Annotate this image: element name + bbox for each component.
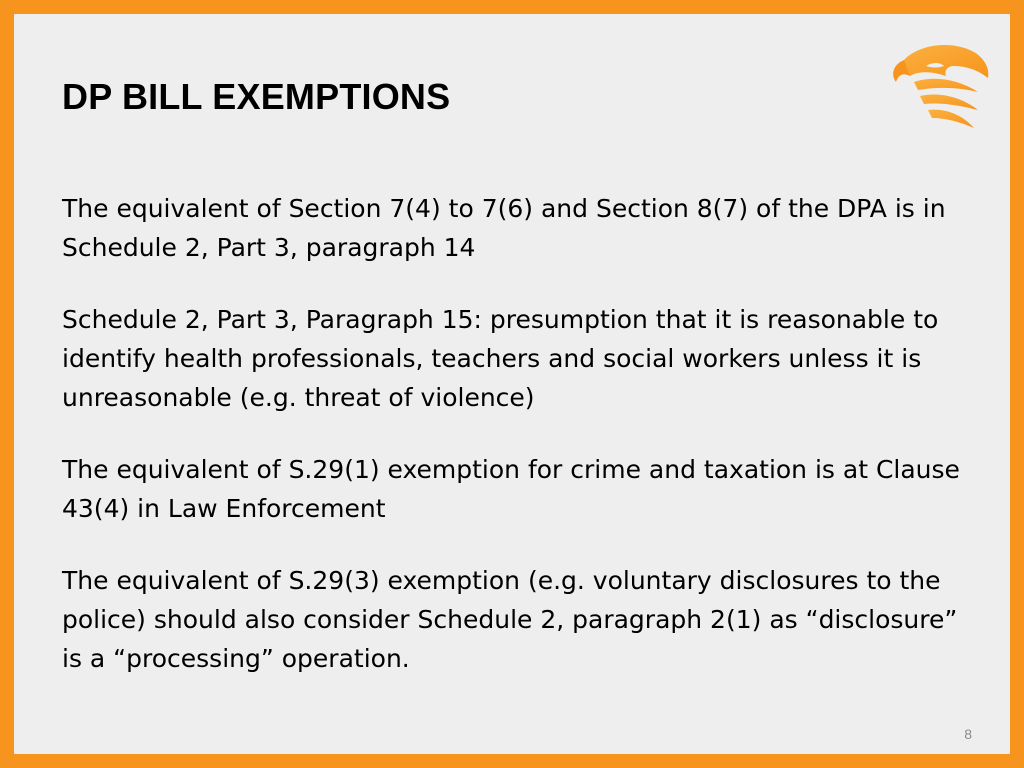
slide: [14, 14, 1010, 754]
page-number: 8: [964, 726, 972, 742]
bullet-paragraph-1: The equivalent of Section 7(4) to 7(6) and Section 8(7) of the DPA is in Schedule 2, Part 3, paragraph 14: [62, 194, 946, 262]
bullet-paragraph-2: Schedule 2, Part 3, Paragraph 15: presumption that it is reasonable to identify health professionals, teachers and social workers unless it is unreasonable (e.g. threat of violence): [62, 305, 939, 412]
slide-title: DP BILL EXEMPTIONS: [62, 76, 451, 117]
bullet-paragraph-4: The equivalent of S.29(3) exemption (e.g. voluntary disclosures to the police) should also consider Schedule 2, paragraph 2(1) as “disclosure” is a “processing” operation.: [62, 566, 958, 673]
eagle-head-icon: [874, 30, 994, 140]
slide-body: [62, 189, 972, 711]
bullet-paragraph-3: The equivalent of S.29(1) exemption for crime and taxation is at Clause 43(4) in Law Enforcement: [62, 455, 960, 523]
